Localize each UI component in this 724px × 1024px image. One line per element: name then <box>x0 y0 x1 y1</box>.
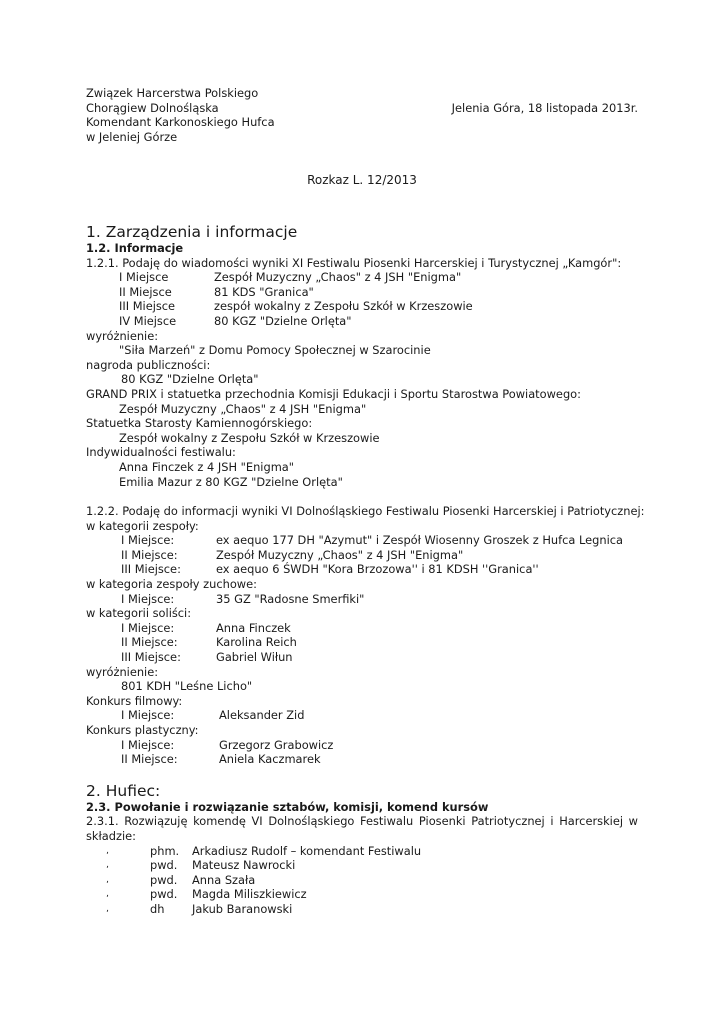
place-label: I Miejsce: <box>121 533 175 548</box>
place-label: I Miejsce: <box>121 591 175 606</box>
place-label: I Miejsce: <box>121 708 175 723</box>
org-line: Komendant Karkonoskiego Hufca <box>86 115 275 130</box>
place-label: III Miejsce <box>119 299 176 314</box>
award-value: Zespół Muzyczny „Chaos" z 4 JSH "Enigma" <box>119 401 367 416</box>
category-label: w kategoria zespoły zuchowe: <box>86 577 257 592</box>
place-label: II Miejsce: <box>121 635 178 650</box>
member-name: Anna Szała <box>192 872 256 887</box>
place-value: 81 KDS "Granica" <box>214 284 314 299</box>
place-value: 35 GZ "Radosne Smerfiki" <box>216 591 365 606</box>
result-row <box>86 738 638 753</box>
place-label: III Miejsce: <box>121 562 181 577</box>
result-row <box>86 533 638 548</box>
place-value: Gabriel Wiłun <box>216 650 293 665</box>
bullet: ‚ <box>106 889 109 900</box>
result-row <box>86 592 638 607</box>
place-value: Zespół Muzyczny „Chaos" z 4 JSH "Enigma" <box>214 270 462 285</box>
organization-block <box>86 86 638 144</box>
paragraph: 2.3.1. Rozwiązuję komendę VI Dolnośląskiego Festiwalu Piosenki Patriotycznej i Harcerskiej w składzie: <box>86 814 638 843</box>
result-row <box>86 635 638 650</box>
category-label: Konkurs filmowy: <box>86 693 183 708</box>
award-label: nagroda publiczności: <box>86 357 211 372</box>
place-value: Karolina Reich <box>216 635 297 650</box>
category-label: Konkurs plastyczny: <box>86 723 199 737</box>
category-label: w kategorii zespoły: <box>86 518 199 533</box>
place-label: II Miejsce: <box>121 547 178 562</box>
member-row <box>86 873 638 888</box>
member-row <box>86 902 638 917</box>
member-row <box>86 887 638 902</box>
result-row <box>86 548 638 563</box>
section-heading: 1. Zarządzenia i informacje <box>86 223 298 241</box>
award-label: Statuetka Starosty Kamiennogórskiego: <box>86 416 313 431</box>
place-label: I Miejsce: <box>121 737 175 752</box>
bullet: ‚ <box>106 860 109 871</box>
award-value: Zespół wokalny z Zespołu Szkół w Krzeszowie <box>119 430 380 445</box>
member-name: Jakub Baranowski <box>192 901 293 916</box>
result-row <box>86 314 638 329</box>
org-line: w Jeleniej Górze <box>86 129 178 144</box>
member-name: Mateusz Nawrocki <box>192 858 296 873</box>
subsection-heading: 1.2. Informacje <box>86 241 184 255</box>
award-value: Emilia Mazur z 80 KGZ "Dzielne Orlęta" <box>119 474 343 489</box>
result-row <box>86 621 638 636</box>
place-value: ex aequo 6 ŚWDH "Kora Brzozowa'' i 81 KDSH ''Granica'' <box>216 562 539 577</box>
place-value: 80 KGZ "Dzielne Orlęta" <box>214 313 352 328</box>
place-label: IV Miejsce <box>119 313 177 328</box>
result-row <box>86 562 638 577</box>
category-label: w kategorii soliści: <box>86 606 192 621</box>
document-page <box>86 86 645 917</box>
paragraph-intro: 1.2.2. Podaję do informacji wyniki VI Dolnośląskiego Festiwalu Piosenki Harcerskiej i Patriotycznej: <box>86 504 645 519</box>
place-value: Zespół Muzyczny „Chaos" z 4 JSH "Enigma" <box>216 547 464 562</box>
document-date: Jelenia Góra, 18 listopada 2013r. <box>451 100 638 115</box>
section-heading: 2. Hufiec: <box>86 781 161 800</box>
place-value: Grzegorz Grabowicz <box>219 737 334 752</box>
place-value: Anna Finczek <box>216 620 291 635</box>
award-value: Anna Finczek z 4 JSH "Enigma" <box>119 459 295 474</box>
place-label: II Miejsce <box>119 284 172 299</box>
member-rank: pwd. <box>150 858 178 873</box>
bullet: ‚ <box>106 903 109 914</box>
award-label: wyróżnienie: <box>86 664 159 679</box>
org-line: Związek Harcerstwa Polskiego <box>86 86 259 100</box>
member-row <box>86 858 638 873</box>
bullet: ‚ <box>106 845 109 856</box>
place-label: I Miejsce: <box>121 620 175 635</box>
award-label: wyróżnienie: <box>86 328 159 343</box>
result-row <box>86 708 638 723</box>
member-name: Magda Miliszkiewicz <box>192 887 307 902</box>
member-name: Arkadiusz Rudolf – komendant Festiwalu <box>192 843 422 858</box>
award-value: 801 KDH "Leśne Licho" <box>121 679 253 694</box>
result-row <box>86 752 638 767</box>
place-value: ex aequo 177 DH "Azymut" i Zespół Wiosenny Groszek z Hufca Legnica <box>216 533 624 548</box>
place-value: Aleksander Zid <box>219 708 305 723</box>
member-rank: phm. <box>150 843 180 858</box>
org-line: Chorągiew Dolnośląska <box>86 100 219 115</box>
member-rank: dh <box>150 901 165 916</box>
award-value: "Siła Marzeń" z Domu Pomocy Społecznej w Szarocinie <box>119 343 431 358</box>
bullet: ‚ <box>106 874 109 885</box>
place-label: III Miejsce: <box>121 650 181 665</box>
member-rank: pwd. <box>150 872 178 887</box>
place-label: I Miejsce <box>119 270 169 285</box>
result-row <box>86 270 638 285</box>
place-value: zespół wokalny z Zespołu Szkół w Krzeszowie <box>214 299 473 314</box>
place-value: Aniela Kaczmarek <box>219 752 321 767</box>
place-label: II Miejsce: <box>121 752 178 767</box>
paragraph-intro: 1.2.1. Podaję do wiadomości wyniki XI Festiwalu Piosenki Harcerskiej i Turystycznej „Kamgór": <box>86 255 622 270</box>
member-row <box>86 844 638 859</box>
result-row <box>86 299 638 314</box>
award-label: Indywidualności festiwalu: <box>86 445 236 460</box>
award-label: GRAND PRIX i statuetka przechodnia Komisji Edukacji i Sportu Starostwa Powiatowego: <box>86 386 581 401</box>
member-rank: pwd. <box>150 887 178 902</box>
subsection-heading: 2.3. Powołanie i rozwiązanie sztabów, komisji, komend kursów <box>86 799 489 814</box>
result-row <box>86 650 638 665</box>
result-row <box>86 285 638 300</box>
order-title: Rozkaz L. 12/2013 <box>307 173 417 187</box>
letterhead <box>86 86 638 146</box>
award-value: 80 KGZ "Dzielne Orlęta" <box>121 372 259 387</box>
